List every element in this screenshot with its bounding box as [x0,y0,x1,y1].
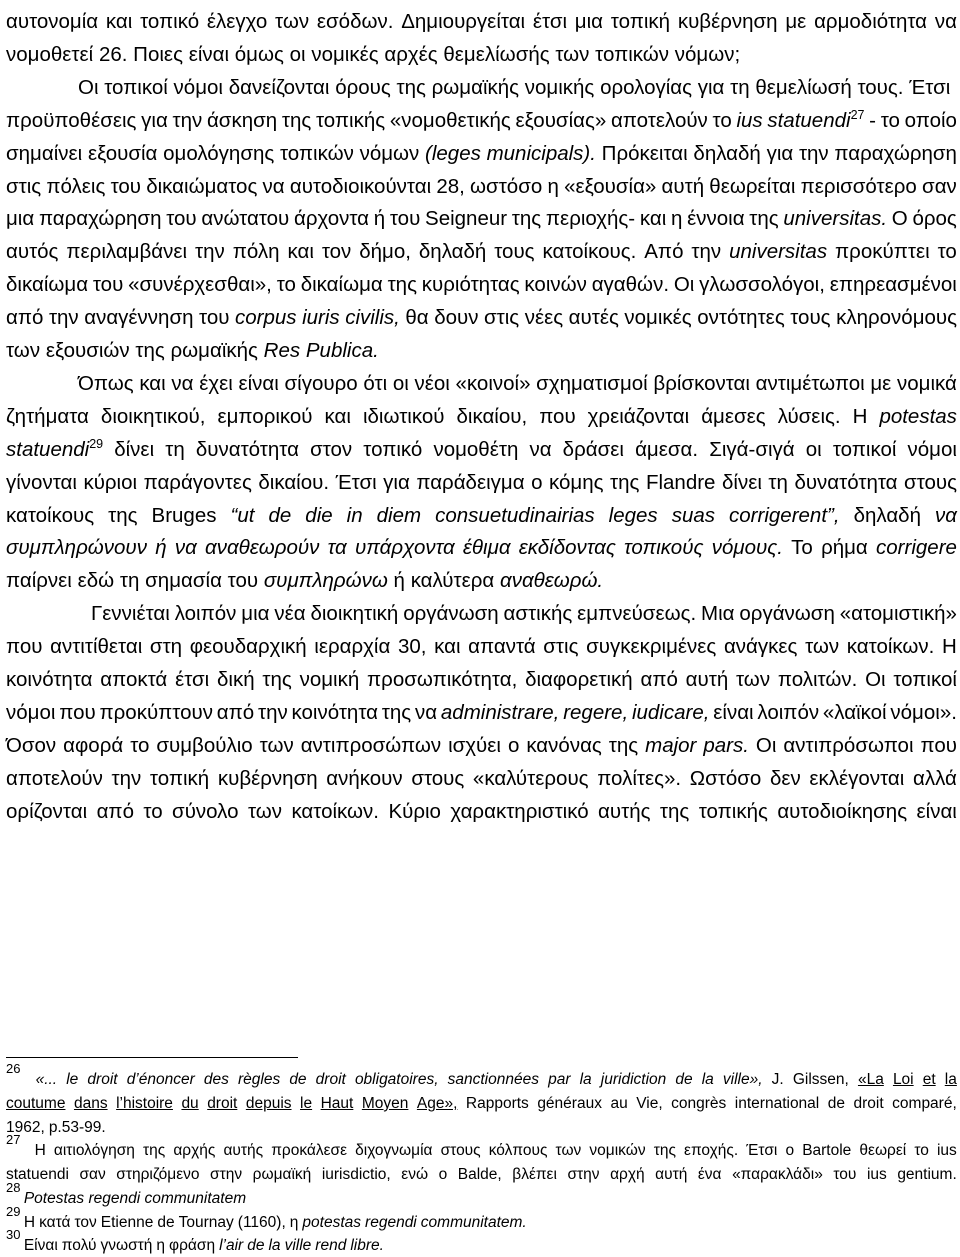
text-line: μια παραχώρηση του ανώτατου άρχοντα ή του Seigneur της περιοχής- και η έννοια της universitas. Ο όρος [6,207,957,231]
footnote-ref: 29 [89,436,104,451]
text-line: αυτός περιλαμβάνει την πόλη και τον δήμο, δηλαδή τους κατοίκους. Από την universitas προκύπτει το [6,240,957,264]
text-line: νομοθετεί 26. Ποιες είναι όμως οι νομικές αρχές θεμελίωσής των τοπικών νόμων; [6,42,741,66]
text-line: κοινότητα αποκτά έτσι δική της νομική προσωπικότητα, διαφορετική από αυτή των πολιτών. Οι τοπικοί [6,668,957,691]
footnote-28: 28 Potestas regendi communitatem [6,1180,247,1207]
text-line: statuendi$^{29}$ δίνει τη δυνατότητα στον τοπικό νομοθέτη να δράσει άμεσα. Σιγά-σιγά οι τοπικοί νόμοι [6,436,957,461]
text-line: στις πόλεις του δικαιώματος να αυτοδιοικούνται 28, ωστόσο η «εξουσία» αυτή θεωρείται περισσότερο σαν [6,174,957,198]
text-line: αποτελούν την τοπική κυβέρνηση ανήκουν στους «καλύτερους πολίτες». Ωστόσο δεν εκλέγονται αλλά [6,766,957,790]
text-line: Όσον αφορά το συμβούλιο των αντιπροσώπων ισχύει ο κανόνας της major pars. Οι αντιπρόσωποι που [6,733,957,757]
footnote-30: 30 Είναι πολύ γνωστή η φράση l’air de la ville rend libre. [6,1227,384,1254]
text-line: συμπληρώνουν ή να αναθεωρούν τα υπάρχοντα έθιμα εκδίδοντας τοπικούς νόμους. Το ρήμα corrigere [6,536,957,560]
text-line: Οι τοπικοί νόμοι δανείζονται όρους της ρωμαϊκής νομικής ορολογίας για τη θεμελίωσή τους. Έτσι [78,75,951,99]
footnote-29: 29 Η κατά τον Etienne de Tournay (1160), η potestas regendi communitatem. [6,1204,527,1231]
text-line: δικαίωμα του «συνέρχεσθαι», το δικαίωμα της κυριότητας κοινών αγαθών. Οι γλωσσολόγοι, επηρεασμένοι [6,273,957,297]
text-line: σημαίνει εξουσία ομολόγησης τοπικών νόμων (leges municipals). Πρόκειται δηλαδή για την παραχώρηση [6,141,957,165]
footnote-ref: 27 [850,107,865,122]
text-line: κατοίκους της Bruges “ut de die in diem consuetudinairias leges suas corrigerent”, δηλαδή να [6,503,957,527]
footnote-26-line2: coutume dans l’histoire du droit depuis le Haut Moyen Age», Rapports généraux au Vie, congrès international de droit comparé, [6,1095,957,1112]
text-line: από την αναγέννηση του corpus iuris civilis, θα δουν στις νέες αυτές νομικές οντότητες τους κληρονόμους [6,306,957,330]
footnote-26-line1: 26 «... le droit d’énoncer des règles de droit obligatoires, sanctionnées par la juridiction de la ville», J. Gilssen, «La Loi et la [6,1061,957,1088]
footnote-27-line1: 27 Η αιτιολόγηση της αρχής αυτής προκάλεσε διχογνωμία στους κόλπους των νομικών της εποχής. Έτσι ο Bartole θεωρεί το ius [6,1132,957,1159]
footnote-26-line3: 1962, p.53-99. [6,1119,106,1136]
footnote-separator [6,1057,298,1058]
text-line: ζητήματα διοικητικού, εμπορικού και ιδιωτικού δικαίου, που χρειάζονται άμεσες λύσεις. Η potestas [6,404,957,428]
text-line: Γεννιέται λοιπόν μια νέα διοικητική οργάνωση αστικής εμπνεύσεως. Μια οργάνωση «ατομιστική» [91,602,957,626]
text-line: γίνονται κύριοι παράγοντες δικαίου. Έτσι για παράδειγμα ο κόμης της Flandre δίνει τη δυνατότητα στους [6,470,957,494]
text-line: των εξουσιών της ρωμαϊκής Res Publica. [6,339,379,362]
text-line: αυτονομία και τοπικό έλεγχο των εσόδων. Δημιουργείται έτσι μια τοπική κυβέρνηση με αρμοδιότητα να [6,10,957,33]
text-line: προϋποθέσεις για την άσκηση της τοπικής «νομοθετικής εξουσίας» αποτελούν το ius statuendi$^{27}$ - το οποίο [6,107,957,132]
text-line: νόμοι που προκύπτουν από την κοινότητα της να administrare, regere, iudicare, είναι λοιπόν «λαϊκοί νόμοι». [6,700,957,724]
text-line: παίρνει εδώ τη σημασία του συμπληρώνω ή καλύτερα αναθεωρώ. [6,569,604,593]
text-line: Όπως και να έχει είναι σίγουρο ότι οι νέοι «κοινοί» σχηματισμοί βρίσκονται αντιμέτωποι με νομικά [78,371,957,395]
text-line: ορίζονται από το σύνολο των κατοίκων. Κύριο χαρακτηριστικό αυτής της τοπικής αυτοδιοίκησης είναι [6,799,957,823]
text-line: που αντιτίθεται στη φεουδαρχική ιεραρχία 30, και απαντά στις συγκεκριμένες ανάγκες των κατοίκων. Η [6,635,957,659]
footnote-27-line2: statuendi σαν στηριζόμενο στην ρωμαϊκή iurisdictio, ενώ ο Balde, βλέπει στην αρχή αυτή ένα «παρακλάδι» του ius gentium. [6,1166,957,1183]
